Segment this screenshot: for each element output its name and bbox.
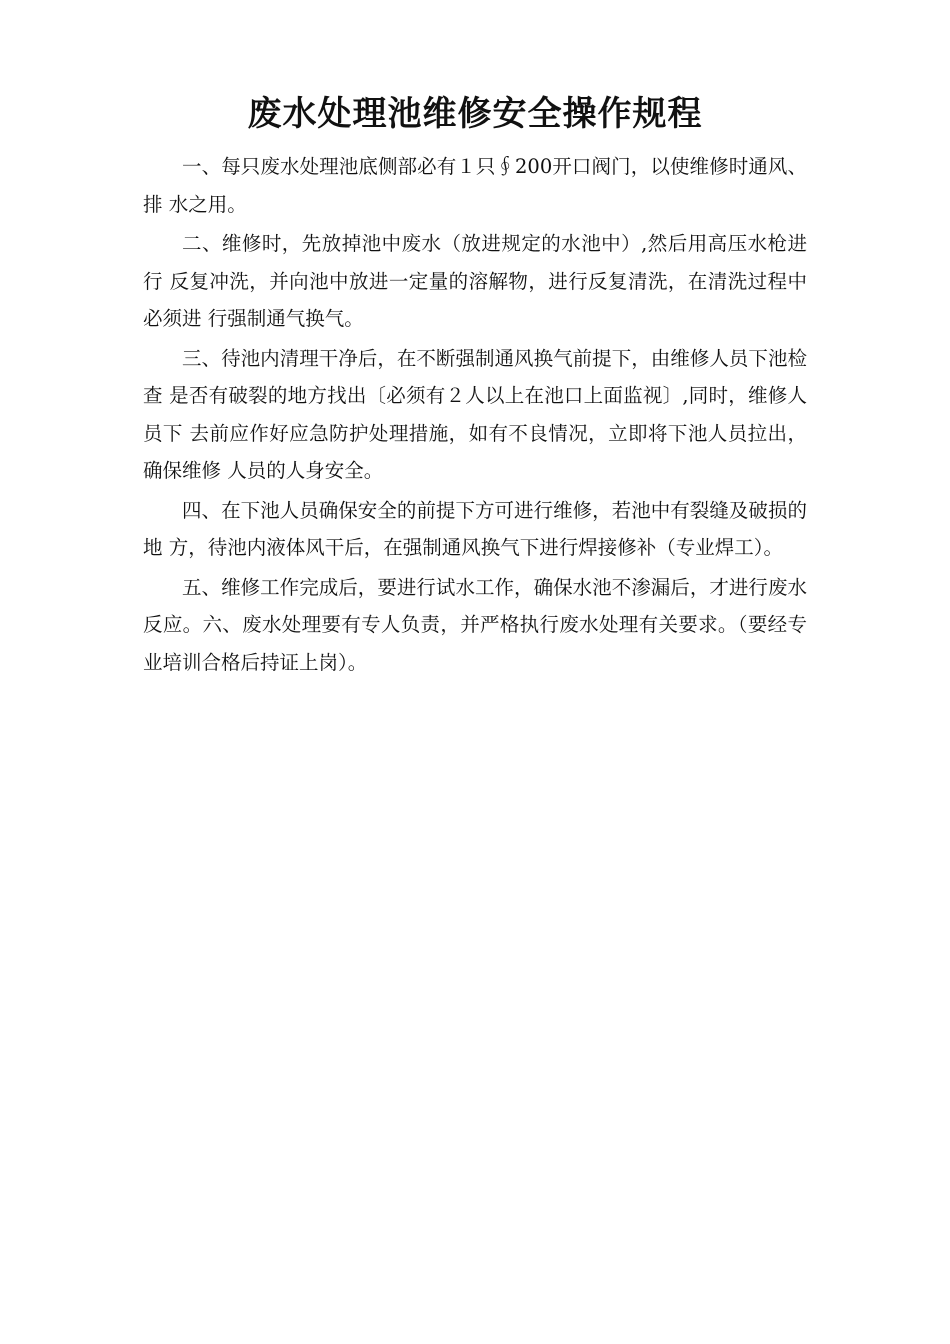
- paragraph-1: 一、每只废水处理池底侧部必有１只∮200开口阀门，以使维修时通风、排 水之用。: [143, 155, 807, 216]
- document-title: 废水处理池维修安全操作规程: [247, 94, 703, 134]
- paragraph-3: 三、待池内清理干净后，在不断强制通风换气前提下，由维修人员下池检查 是否有破裂的地方找出〔必须有２人以上在池口上面监视〕,同时，维修人员下 去前应作好应急防护处理措施，如有不良情况，立即将下池人员拉出，确保维修 人员的人身安全。: [143, 346, 807, 482]
- paragraph-5: 五、维修工作完成后，要进行试水工作，确保水池不渗漏后，才进行废水反应。六、废水处理要有专人负责，并严格执行废水处理有关要求。（要经专业培训合格后持证上岗）。: [143, 575, 807, 674]
- document-body: [143, 148, 807, 683]
- paragraph-2: 二、维修时，先放掉池中废水（放进规定的水池中）,然后用高压水枪进行 反复冲洗，并向池中放进一定量的溶解物，进行反复清洗，在清洗过程中必须进 行强制通气换气。: [143, 232, 807, 330]
- paragraph-4: 四、在下池人员确保安全的前提下方可进行维修，若池中有裂缝及破损的地 方，待池内液体风干后，在强制通风换气下进行焊接修补（专业焊工）。: [143, 498, 807, 559]
